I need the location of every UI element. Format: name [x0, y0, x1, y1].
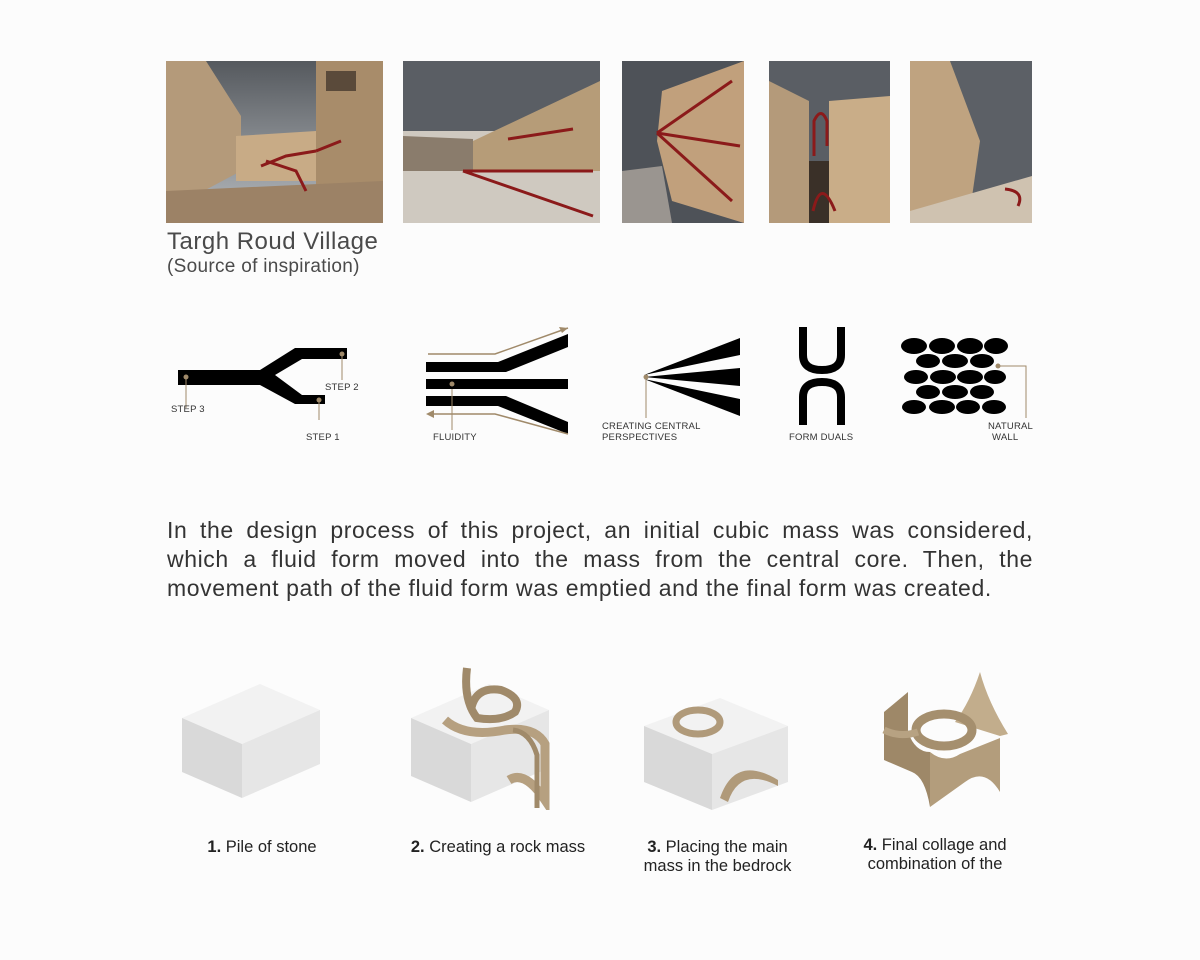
cube-mass-model	[178, 680, 323, 805]
step-caption-4: 4. Final collage and combination of the	[863, 836, 1007, 873]
natural-wall-label-line2: WALL	[992, 432, 1019, 443]
rock-mass-model	[405, 660, 565, 810]
perspective-fan-diagram	[600, 333, 745, 423]
photo-village-courtyard	[166, 61, 383, 223]
form-duals-label: FORM DUALS	[789, 432, 854, 443]
step2-label: STEP 2	[325, 382, 359, 393]
step1-label: STEP 1	[306, 432, 340, 443]
photo-natural-wall	[910, 61, 1032, 223]
form-duals-diagram	[795, 325, 850, 430]
gallery-subtitle: (Source of inspiration)	[167, 256, 360, 277]
step3-label: STEP 3	[171, 404, 205, 415]
perspectives-label-line1: CREATING CENTRAL	[602, 421, 701, 432]
photo-village-ruins	[403, 61, 600, 223]
step-caption-2: 2. Creating a rock mass	[410, 838, 586, 856]
step-caption-3: 3. Placing the main mass in the bedrock	[643, 838, 792, 875]
photo-narrow-alley	[769, 61, 890, 223]
bedrock-placement-model	[640, 698, 790, 813]
fluidity-label: FLUIDITY	[433, 432, 477, 443]
step-caption-1: 1. Pile of stone	[207, 838, 317, 856]
fluidity-diagram	[420, 322, 575, 437]
final-form-model	[870, 672, 1020, 812]
photo-rock-cliff	[622, 61, 744, 223]
natural-wall-diagram	[898, 336, 1033, 421]
design-description: In the design process of this project, an initial cubic mass was considered, which a fluid form moved into the mass from the central core. Then, the movement path of the fluid form was emptied and the final form was created.	[167, 517, 1033, 601]
natural-wall-label-line1: NATURAL	[988, 421, 1034, 432]
perspectives-label-line2: PERSPECTIVES	[602, 432, 678, 443]
gallery-title: Targh Roud Village	[167, 228, 379, 255]
